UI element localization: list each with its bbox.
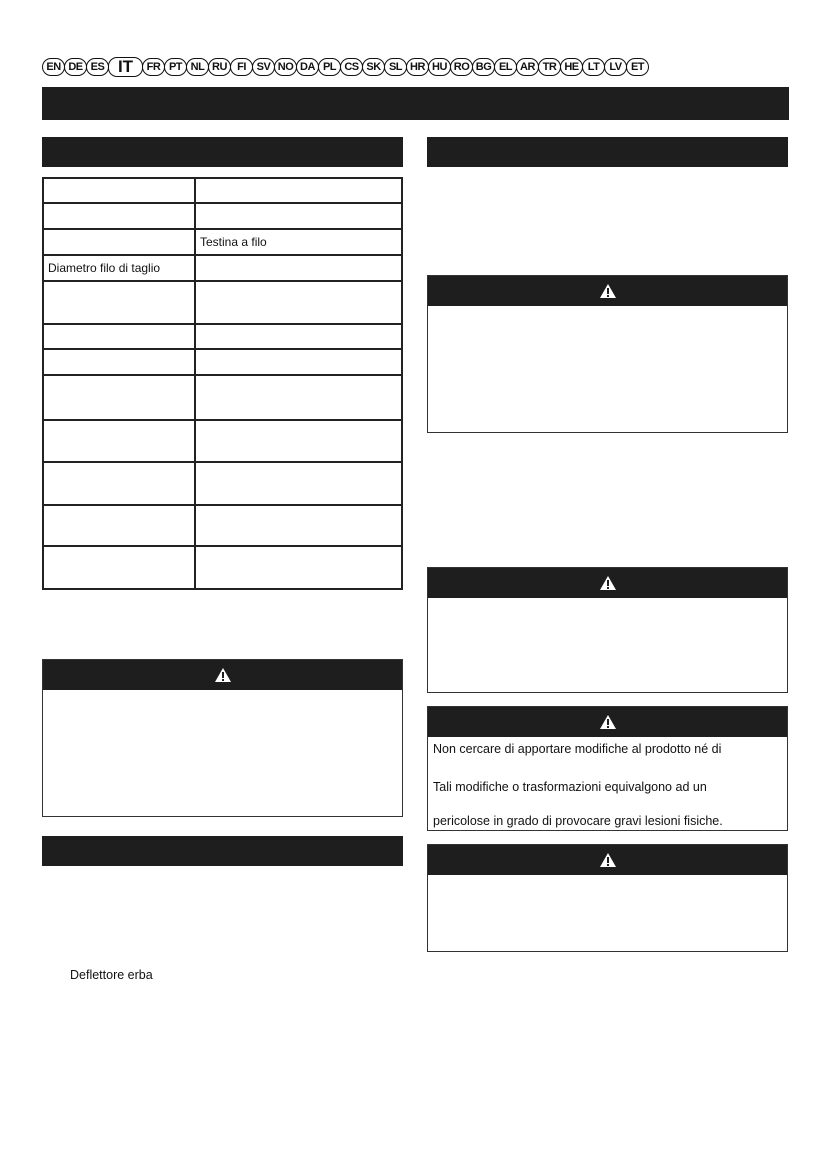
language-badge-fi[interactable]: FI: [230, 58, 253, 76]
warning-text: [428, 729, 787, 841]
language-badge-nl[interactable]: NL: [186, 58, 209, 76]
specifications-section-bar: [42, 137, 403, 167]
warning-box-modifications: [427, 706, 788, 831]
spec-label: [43, 420, 195, 462]
table-row: [43, 281, 402, 324]
spec-value: [195, 203, 402, 229]
warning-box-left: [42, 659, 403, 817]
warning-triangle-icon: [599, 575, 617, 591]
spec-value: [195, 505, 402, 546]
spec-label: [43, 375, 195, 420]
language-badge-sl[interactable]: SL: [384, 58, 407, 76]
spec-label-line-diameter: Diametro filo di taglio: [43, 255, 195, 281]
language-badge-bg[interactable]: BG: [472, 58, 495, 76]
spec-value: [195, 324, 402, 349]
language-selector: [42, 57, 648, 77]
spec-label: [43, 281, 195, 324]
language-badge-et[interactable]: ET: [626, 58, 649, 76]
spec-label: [43, 229, 195, 255]
table-row: [43, 324, 402, 349]
spec-value-cutting-head: Testina a filo: [195, 229, 402, 255]
table-row: [43, 505, 402, 546]
language-badge-hr[interactable]: HR: [406, 58, 429, 76]
language-badge-ru[interactable]: RU: [208, 58, 231, 76]
spec-label: [43, 203, 195, 229]
language-badge-cs[interactable]: CS: [340, 58, 363, 76]
language-badge-fr[interactable]: FR: [142, 58, 165, 76]
language-badge-tr[interactable]: TR: [538, 58, 561, 76]
parts-list-item-grass-deflector: Deflettore erba: [70, 968, 153, 982]
language-badge-lt[interactable]: LT: [582, 58, 605, 76]
table-row: [43, 203, 402, 229]
spec-value: [195, 281, 402, 324]
spec-value: [195, 349, 402, 375]
spec-value: [195, 255, 402, 281]
table-row: [43, 546, 402, 589]
warning-triangle-icon: [599, 714, 617, 730]
warning-header: [428, 845, 787, 875]
language-badge-ro[interactable]: RO: [450, 58, 473, 76]
warning-triangle-icon: [599, 283, 617, 299]
spec-value: [195, 375, 402, 420]
table-row: [43, 462, 402, 505]
language-badge-es[interactable]: ES: [86, 58, 109, 76]
language-badge-pl[interactable]: PL: [318, 58, 341, 76]
spec-label: [43, 349, 195, 375]
description-section-bar: [42, 836, 403, 866]
table-row: [43, 229, 402, 255]
warning-box-right-2: [427, 567, 788, 693]
spec-label: [43, 546, 195, 589]
warning-header: [428, 568, 787, 598]
table-row: [43, 255, 402, 281]
main-header-bar: [42, 87, 789, 120]
language-badge-lv[interactable]: LV: [604, 58, 627, 76]
warning-triangle-icon: [214, 667, 232, 683]
warning-header: [428, 276, 787, 306]
warning-line: Tali modifiche o trasformazioni equivalgono ad un: [433, 780, 707, 794]
warning-triangle-icon: [599, 852, 617, 868]
table-row: [43, 349, 402, 375]
language-badge-he[interactable]: HE: [560, 58, 583, 76]
language-badge-pt[interactable]: PT: [164, 58, 187, 76]
warning-box-right-4: [427, 844, 788, 952]
spec-label: [43, 324, 195, 349]
language-badge-hu[interactable]: HU: [428, 58, 451, 76]
language-badge-sv[interactable]: SV: [252, 58, 275, 76]
spec-value: [195, 178, 402, 203]
table-row: [43, 420, 402, 462]
warning-line: pericolose in grado di provocare gravi lesioni fisiche.: [433, 814, 723, 828]
spec-value: [195, 462, 402, 505]
spec-label: [43, 178, 195, 203]
language-badge-da[interactable]: DA: [296, 58, 319, 76]
specifications-table: [42, 177, 403, 590]
warning-line: Non cercare di apportare modifiche al prodotto né di: [433, 742, 722, 756]
language-badge-en[interactable]: EN: [42, 58, 65, 76]
language-badge-it-active[interactable]: IT: [108, 57, 143, 77]
spec-label: [43, 462, 195, 505]
language-badge-no[interactable]: NO: [274, 58, 297, 76]
spec-value: [195, 546, 402, 589]
language-badge-el[interactable]: EL: [494, 58, 517, 76]
warning-header: [43, 660, 402, 690]
warning-box-right-1: [427, 275, 788, 433]
spec-value: [195, 420, 402, 462]
table-row: [43, 178, 402, 203]
language-badge-sk[interactable]: SK: [362, 58, 385, 76]
table-row: [43, 375, 402, 420]
right-section-bar: [427, 137, 788, 167]
language-badge-ar[interactable]: AR: [516, 58, 539, 76]
language-badge-de[interactable]: DE: [64, 58, 87, 76]
spec-label: [43, 505, 195, 546]
